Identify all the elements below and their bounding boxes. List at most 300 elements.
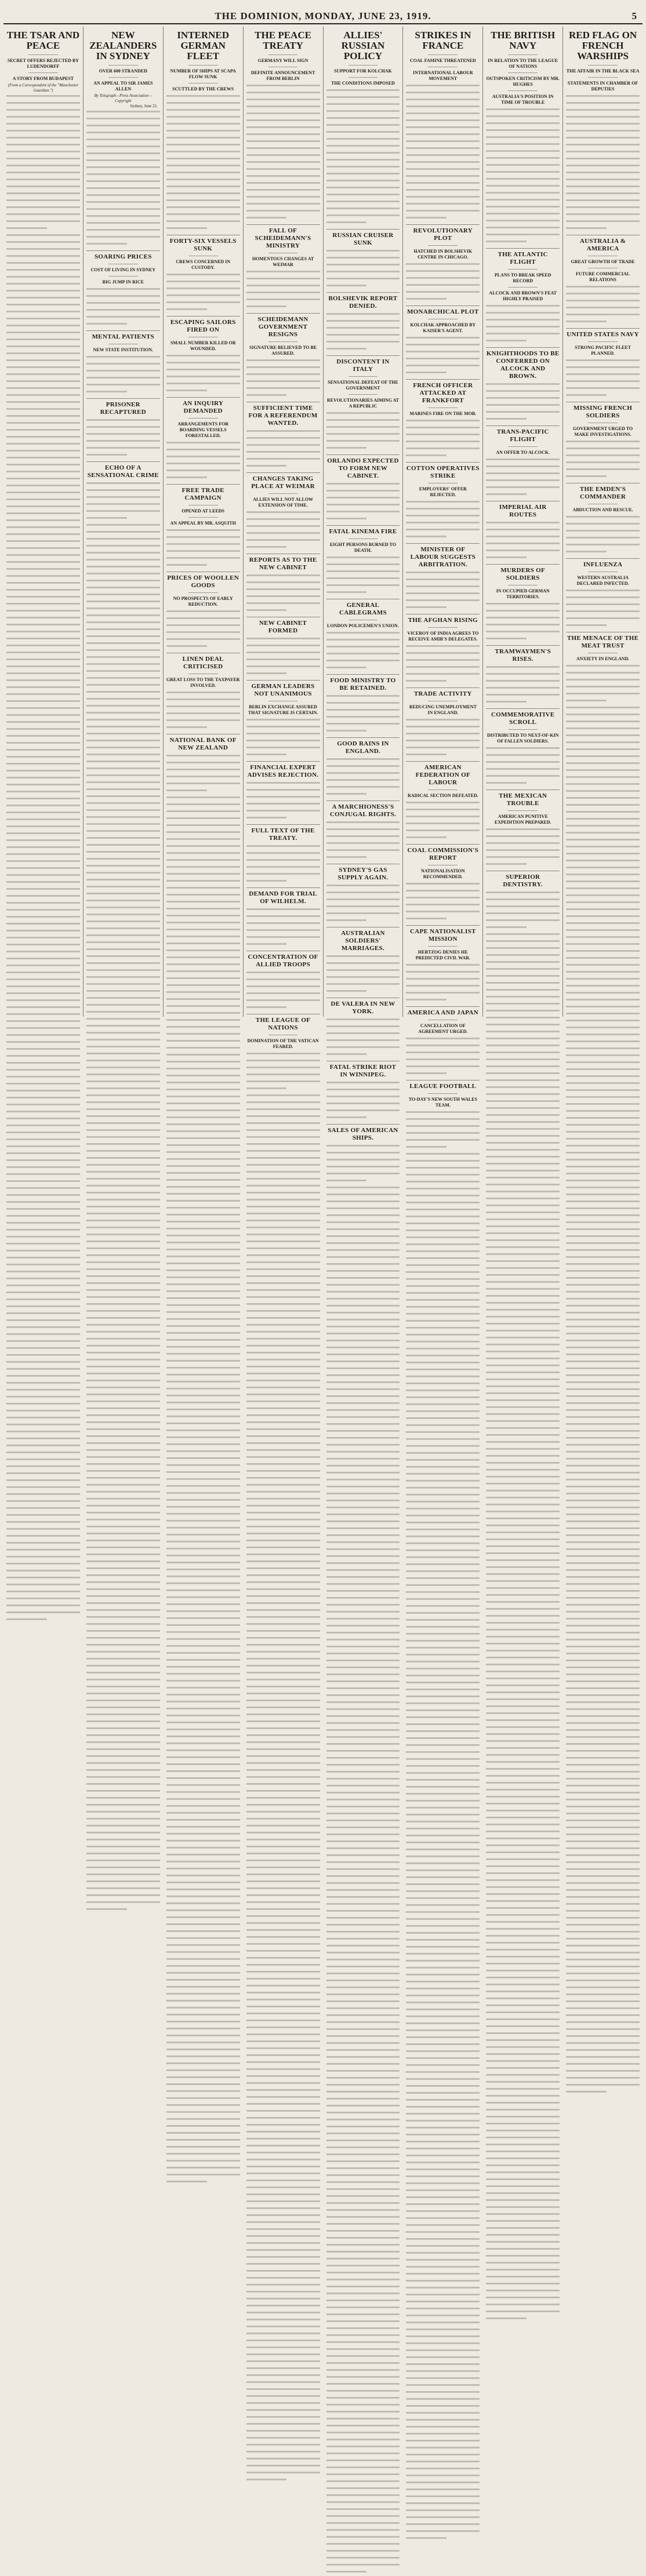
body-text-line bbox=[486, 666, 560, 671]
body-text-line bbox=[566, 95, 640, 100]
body-text-line bbox=[486, 2311, 560, 2316]
body-text-line bbox=[406, 1904, 480, 1909]
body-text-line bbox=[486, 2178, 560, 2184]
body-text-line bbox=[566, 1333, 640, 1338]
body-text-line bbox=[86, 552, 160, 557]
body-text-line bbox=[86, 1282, 160, 1287]
body-text-line bbox=[406, 1619, 480, 1624]
body-text-line bbox=[246, 2326, 320, 2331]
body-text-line bbox=[6, 1319, 80, 1325]
body-text-line bbox=[166, 2069, 240, 2075]
body-text-line bbox=[566, 1305, 640, 1310]
body-text-line bbox=[566, 179, 640, 184]
body-text-line bbox=[246, 1533, 320, 1538]
body-text-line bbox=[406, 1417, 480, 1422]
body-text-line bbox=[86, 677, 160, 682]
rule bbox=[349, 65, 378, 66]
body-text-line bbox=[486, 1559, 560, 1564]
article-subheading: THE AFFAIR IN THE BLACK SEA bbox=[566, 68, 640, 74]
body-text-line bbox=[566, 818, 640, 823]
body-text-line bbox=[406, 522, 480, 527]
body-text-line bbox=[166, 1235, 240, 1240]
body-text-line bbox=[406, 1668, 480, 1673]
body-text-line bbox=[406, 918, 480, 923]
body-text-line bbox=[406, 434, 480, 439]
body-text-line bbox=[486, 157, 560, 162]
body-text-line bbox=[326, 2056, 400, 2061]
body-text-line bbox=[326, 2376, 400, 2381]
body-text-line bbox=[566, 1931, 640, 1936]
body-text-line bbox=[326, 1312, 400, 1317]
body-text-line bbox=[166, 165, 240, 170]
body-text-line bbox=[166, 1262, 240, 1268]
body-text-line bbox=[566, 950, 640, 955]
body-text-line bbox=[166, 1708, 240, 1713]
body-text-line bbox=[326, 2564, 400, 2569]
body-text-line bbox=[566, 1625, 640, 1630]
body-text-line bbox=[566, 832, 640, 837]
body-text-line bbox=[86, 594, 160, 599]
body-text-line bbox=[246, 1700, 320, 1705]
body-text-line bbox=[6, 951, 80, 956]
body-text-line bbox=[166, 956, 240, 962]
body-text-line bbox=[486, 2095, 560, 2100]
body-text-line bbox=[86, 740, 160, 745]
body-text-line bbox=[566, 1701, 640, 1707]
body-text-line bbox=[406, 985, 480, 990]
body-text-line bbox=[406, 1473, 480, 1478]
article bbox=[246, 887, 320, 948]
body-text-line bbox=[166, 1367, 240, 1372]
article-headline: COAL COMMISSION'S REPORT bbox=[406, 844, 480, 863]
body-text-line bbox=[246, 1352, 320, 1357]
body-text-line bbox=[566, 1653, 640, 1658]
body-text-line bbox=[166, 463, 240, 468]
article-subheading: THE CONDITIONS IMPOSED bbox=[331, 81, 395, 86]
body-text-line bbox=[486, 996, 560, 1001]
body-text-line bbox=[6, 1479, 80, 1485]
body-text-line bbox=[486, 305, 560, 310]
body-text-line bbox=[326, 2348, 400, 2353]
body-text-line bbox=[86, 719, 160, 724]
body-text-line bbox=[166, 109, 240, 114]
article-subheading: SMALL NUMBER KILLED OR WOUNDED. bbox=[170, 340, 236, 351]
body-text-line bbox=[406, 992, 480, 997]
body-text-line bbox=[406, 2043, 480, 2049]
body-text-line bbox=[6, 1034, 80, 1039]
body-text-line bbox=[6, 206, 80, 212]
body-text-line bbox=[86, 1630, 160, 1635]
body-text-line bbox=[406, 1299, 480, 1304]
body-text-line bbox=[566, 2084, 640, 2089]
body-text-line bbox=[246, 2430, 320, 2435]
body-text-line bbox=[166, 1019, 240, 1024]
body-text-line bbox=[566, 1214, 640, 1220]
body-text-line bbox=[166, 1450, 240, 1456]
body-text-line bbox=[566, 825, 640, 830]
body-text-line bbox=[406, 277, 480, 282]
body-text-line bbox=[486, 1281, 560, 1286]
body-text-line bbox=[86, 573, 160, 578]
body-text-line bbox=[6, 867, 80, 872]
body-text-line bbox=[406, 1216, 480, 1221]
body-text-line bbox=[406, 585, 480, 591]
body-text-line bbox=[406, 2127, 480, 2132]
body-text-line bbox=[326, 786, 400, 791]
body-text-line bbox=[246, 1846, 320, 1851]
body-text-line bbox=[86, 111, 160, 116]
body-text-line bbox=[86, 1908, 160, 1913]
body-text-line bbox=[566, 2042, 640, 2047]
body-text-line bbox=[566, 874, 640, 879]
body-text-line bbox=[326, 1486, 400, 1491]
body-text-line bbox=[86, 1456, 160, 1461]
body-text-line bbox=[406, 733, 480, 738]
body-text-line bbox=[406, 119, 480, 125]
body-text-line bbox=[86, 1039, 160, 1044]
body-text-line bbox=[406, 1174, 480, 1179]
body-text-line bbox=[326, 2550, 400, 2555]
body-text-line bbox=[246, 1915, 320, 1920]
rule bbox=[28, 54, 58, 55]
body-text-line bbox=[246, 2131, 320, 2136]
body-text-line bbox=[246, 2180, 320, 2185]
body-text-line bbox=[406, 740, 480, 745]
body-text-line bbox=[406, 1452, 480, 1457]
body-text-line bbox=[566, 894, 640, 900]
body-text-line bbox=[166, 922, 240, 927]
body-text-line bbox=[566, 679, 640, 684]
body-text-line bbox=[246, 782, 320, 787]
article bbox=[406, 224, 480, 303]
body-text-line bbox=[166, 1582, 240, 1588]
body-text-line bbox=[246, 2207, 320, 2213]
body-text-line bbox=[486, 199, 560, 204]
body-text-line bbox=[326, 1291, 400, 1296]
body-text-line bbox=[486, 954, 560, 959]
body-text-line bbox=[566, 1221, 640, 1227]
body-text-line bbox=[406, 1051, 480, 1057]
body-text-line bbox=[6, 1298, 80, 1304]
body-text-line bbox=[406, 1689, 480, 1694]
body-text-line bbox=[246, 817, 320, 822]
article bbox=[406, 462, 480, 541]
body-text-line bbox=[406, 2189, 480, 2195]
body-text-line bbox=[246, 532, 320, 537]
body-text-line bbox=[566, 1966, 640, 1971]
body-text-line bbox=[246, 602, 320, 607]
body-text-line bbox=[166, 1562, 240, 1567]
body-text-line bbox=[246, 465, 320, 470]
body-text-line bbox=[326, 856, 400, 861]
body-text-line bbox=[86, 781, 160, 787]
article-subheading: BERLIN EXCHANGE ASSURED THAT SIGNATURE IS CERTAIN. bbox=[248, 704, 318, 715]
body-text-line bbox=[406, 501, 480, 506]
body-text-line bbox=[566, 853, 640, 858]
body-text-line bbox=[486, 1657, 560, 1662]
article bbox=[486, 564, 560, 643]
body-text-line bbox=[246, 518, 320, 523]
body-text-line bbox=[6, 512, 80, 518]
rule bbox=[508, 269, 538, 270]
body-text-line bbox=[566, 2049, 640, 2054]
body-text-line bbox=[486, 1789, 560, 1794]
body-text-line bbox=[6, 1013, 80, 1018]
body-text-line bbox=[326, 159, 400, 164]
body-text-line bbox=[486, 459, 560, 464]
body-text-line bbox=[486, 624, 560, 629]
body-text-line bbox=[326, 1833, 400, 1839]
body-text-line bbox=[326, 1116, 400, 1122]
body-text-line bbox=[566, 1180, 640, 1185]
body-text-line bbox=[86, 691, 160, 696]
body-text-line bbox=[406, 147, 480, 152]
body-text-line bbox=[406, 1438, 480, 1443]
body-text-line bbox=[86, 1414, 160, 1420]
body-text-line bbox=[246, 1547, 320, 1552]
body-text-line bbox=[6, 499, 80, 504]
body-text-line bbox=[486, 1427, 560, 1432]
body-text-line bbox=[326, 1409, 400, 1414]
body-text-line bbox=[486, 1886, 560, 1891]
body-text-line bbox=[166, 1749, 240, 1755]
body-text-line bbox=[326, 2146, 400, 2152]
body-text-line bbox=[6, 137, 80, 142]
body-text-line bbox=[6, 429, 80, 434]
body-text-line bbox=[566, 1312, 640, 1317]
body-text-line bbox=[326, 2091, 400, 2096]
body-text-line bbox=[406, 1195, 480, 1200]
body-text-line bbox=[486, 220, 560, 225]
article bbox=[326, 1124, 400, 1185]
body-text-line bbox=[406, 1842, 480, 1847]
body-text-line bbox=[486, 1650, 560, 1655]
body-text-line bbox=[406, 1661, 480, 1666]
body-text-line bbox=[6, 387, 80, 392]
body-text-line bbox=[246, 754, 320, 759]
body-text-line bbox=[86, 1289, 160, 1294]
article bbox=[86, 27, 160, 248]
body-text-line bbox=[326, 730, 400, 735]
body-text-line bbox=[246, 299, 320, 304]
body-text-line bbox=[486, 898, 560, 904]
body-text-line bbox=[86, 1825, 160, 1830]
body-text-line bbox=[246, 1289, 320, 1294]
body-text-line bbox=[406, 1584, 480, 1589]
article-subheading: SECRET OFFERS REJECTED BY LUDENDORFF bbox=[7, 58, 79, 69]
article-subheading: OPENED AT LEEDS bbox=[182, 508, 224, 514]
body-text-line bbox=[406, 1702, 480, 1708]
body-text-line bbox=[406, 2482, 480, 2487]
body-text-line bbox=[486, 1552, 560, 1558]
body-text-line bbox=[566, 992, 640, 997]
body-text-line bbox=[86, 941, 160, 947]
body-text-line bbox=[86, 628, 160, 634]
body-text-line bbox=[326, 695, 400, 700]
article-headline: FREE TRADE CAMPAIGN bbox=[166, 484, 240, 503]
body-text-line bbox=[86, 243, 160, 248]
body-text-line bbox=[326, 1235, 400, 1240]
body-text-line bbox=[6, 742, 80, 747]
body-text-line bbox=[166, 1944, 240, 1949]
body-text-line bbox=[6, 812, 80, 817]
body-text-line bbox=[6, 1403, 80, 1408]
body-text-line bbox=[406, 2495, 480, 2501]
body-text-line bbox=[486, 1844, 560, 1850]
body-text-line bbox=[486, 171, 560, 176]
body-text-line bbox=[86, 1067, 160, 1072]
body-text-line bbox=[166, 1061, 240, 1066]
body-text-line bbox=[6, 505, 80, 511]
body-text-line bbox=[6, 1250, 80, 1255]
body-text-line bbox=[166, 1158, 240, 1163]
body-text-line bbox=[406, 2238, 480, 2243]
body-text-line bbox=[486, 1065, 560, 1071]
body-text-line bbox=[6, 1591, 80, 1596]
body-text-line bbox=[406, 2377, 480, 2382]
body-text-line bbox=[86, 118, 160, 123]
article-headline: UNITED STATES NAVY bbox=[566, 328, 640, 340]
body-text-line bbox=[326, 1771, 400, 1776]
body-text-line bbox=[166, 726, 240, 732]
body-text-line bbox=[326, 334, 400, 339]
body-text-line bbox=[166, 998, 240, 1003]
body-text-line bbox=[246, 2235, 320, 2240]
body-text-line bbox=[86, 670, 160, 675]
body-text-line bbox=[6, 978, 80, 984]
body-text-line bbox=[486, 2276, 560, 2281]
body-text-line bbox=[246, 1261, 320, 1267]
body-text-line bbox=[566, 1687, 640, 1693]
body-text-line bbox=[6, 359, 80, 365]
body-text-line bbox=[486, 1371, 560, 1377]
body-text-line bbox=[406, 154, 480, 159]
body-text-line bbox=[86, 1421, 160, 1427]
body-text-line bbox=[86, 1560, 160, 1566]
body-text-line bbox=[486, 1803, 560, 1808]
body-text-line bbox=[246, 922, 320, 927]
body-text-line bbox=[326, 1729, 400, 1734]
article-headline: THE BRITISH NAVY bbox=[491, 30, 556, 51]
body-text-line bbox=[246, 133, 320, 139]
body-text-line bbox=[326, 2411, 400, 2416]
body-text-line bbox=[166, 2118, 240, 2123]
body-text-line bbox=[406, 1348, 480, 1353]
body-text-line bbox=[86, 1234, 160, 1239]
article-subheading: HERTZOG DENIES HE PREDICTED CIVIL WAR. bbox=[415, 949, 470, 960]
body-text-line bbox=[326, 1444, 400, 1449]
body-text-line bbox=[406, 298, 480, 303]
body-text-line bbox=[6, 805, 80, 810]
body-text-line bbox=[166, 185, 240, 191]
body-text-line bbox=[486, 1984, 560, 1989]
body-text-line bbox=[166, 1123, 240, 1129]
body-text-line bbox=[486, 1900, 560, 1905]
body-text-line bbox=[246, 437, 320, 442]
body-text-line bbox=[326, 2300, 400, 2305]
body-text-line bbox=[86, 1693, 160, 1698]
body-text-line bbox=[86, 1533, 160, 1538]
article-subheading: MARINES FIRE ON THE MOB. bbox=[409, 411, 477, 416]
body-text-line bbox=[246, 1818, 320, 1823]
body-text-line bbox=[566, 1228, 640, 1234]
body-text-line bbox=[326, 1541, 400, 1547]
body-text-line bbox=[406, 2363, 480, 2368]
article-headline: RED FLAG ON FRENCH WARSHIPS bbox=[569, 30, 637, 61]
body-text-line bbox=[246, 1762, 320, 1767]
body-text-line bbox=[86, 1894, 160, 1900]
body-text-line bbox=[566, 999, 640, 1004]
article-headline: PRISONER RECAPTURED bbox=[86, 398, 160, 417]
body-text-line bbox=[246, 719, 320, 724]
body-text-line bbox=[166, 838, 240, 843]
body-text-line bbox=[86, 1839, 160, 1844]
body-text-line bbox=[326, 490, 400, 495]
body-text-line bbox=[86, 538, 160, 543]
body-text-line bbox=[166, 1770, 240, 1775]
body-text-line bbox=[246, 2256, 320, 2261]
article-headline: SOARING PRICES bbox=[86, 250, 160, 262]
body-text-line bbox=[166, 859, 240, 864]
body-text-line bbox=[166, 803, 240, 809]
body-text-line bbox=[246, 1880, 320, 1886]
body-text-line bbox=[406, 1682, 480, 1687]
article-headline: GOOD RAINS IN ENGLAND. bbox=[326, 737, 400, 756]
body-text-line bbox=[166, 991, 240, 996]
body-text-line bbox=[166, 762, 240, 767]
body-text-line bbox=[406, 126, 480, 132]
body-text-line bbox=[86, 1094, 160, 1100]
body-text-line bbox=[566, 1513, 640, 1519]
body-text-line bbox=[86, 1470, 160, 1475]
rule bbox=[428, 627, 458, 628]
body-text-line bbox=[166, 151, 240, 156]
body-text-line bbox=[246, 638, 320, 643]
body-text-line bbox=[486, 926, 560, 932]
body-text-line bbox=[166, 1409, 240, 1414]
body-text-line bbox=[246, 525, 320, 530]
body-text-line bbox=[326, 2035, 400, 2040]
body-text-line bbox=[86, 356, 160, 361]
body-text-line bbox=[246, 1400, 320, 1406]
body-text-line bbox=[406, 1793, 480, 1798]
body-text-line bbox=[246, 1006, 320, 1012]
body-text-line bbox=[6, 1458, 80, 1464]
body-text-line bbox=[246, 380, 320, 385]
body-text-line bbox=[486, 2269, 560, 2274]
body-text-line bbox=[326, 2174, 400, 2180]
body-text-line bbox=[566, 151, 640, 156]
body-text-line bbox=[86, 1428, 160, 1433]
body-text-line bbox=[326, 2320, 400, 2326]
body-text-line bbox=[486, 486, 560, 492]
body-text-line bbox=[6, 95, 80, 100]
body-text-line bbox=[406, 2509, 480, 2515]
body-text-line bbox=[166, 1631, 240, 1636]
body-text-line bbox=[6, 617, 80, 622]
body-text-line bbox=[246, 2096, 320, 2101]
body-text-line bbox=[6, 227, 80, 232]
body-text-line bbox=[246, 1651, 320, 1656]
body-text-line bbox=[166, 1137, 240, 1143]
body-text-line bbox=[486, 1594, 560, 1599]
body-text-line bbox=[326, 912, 400, 918]
body-text-line bbox=[486, 687, 560, 692]
body-text-line bbox=[326, 1952, 400, 1957]
body-text-line bbox=[6, 1173, 80, 1178]
body-text-line bbox=[86, 531, 160, 536]
body-text-line bbox=[6, 1278, 80, 1283]
